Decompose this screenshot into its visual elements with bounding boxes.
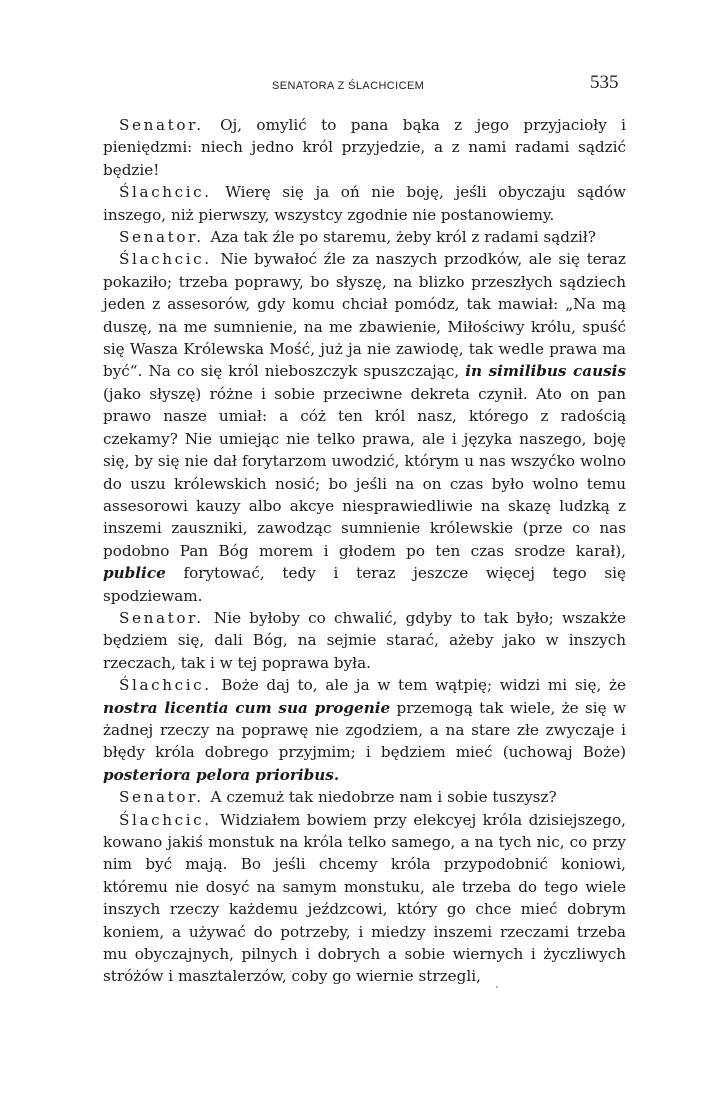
- dialogue-paragraph: [103, 674, 626, 786]
- latin-phrase: publice: [103, 564, 166, 583]
- dialogue-paragraph: [103, 809, 626, 988]
- speaker-name: Senator.: [119, 608, 204, 627]
- speech-text: A czemuż tak niedobrze nam i sobie tuszysz?: [205, 788, 557, 807]
- speech-text: przemogą tak wiele, że się w żadnej rzeczy na poprawę nie zgodziem, a na stare złe zwyczaje i błędy króla dobrego przyjmim; i będziem mieć (uchowaj Boże): [103, 698, 626, 762]
- speech-text: Oj, omylić to pana bąka z jego przyjacioły i pieniędzmi: niech jedno król przyjedzie, a z nami radami sądzić będzie!: [103, 116, 626, 179]
- speaker-name: Ślachcic.: [119, 810, 212, 829]
- speech-text: Aza tak źle po staremu, żeby król z radami sądził?: [205, 228, 596, 247]
- speech-text: Boże daj to, ale ja w tem wątpię; widzi mi się, że: [213, 676, 626, 695]
- dialogue-text: [103, 114, 626, 988]
- speech-text: forytować, tedy i teraz jeszcze więcej tego się spodziewam.: [103, 564, 626, 605]
- speaker-name: Ślachcic.: [119, 250, 212, 269]
- speaker-name: Ślachcic.: [119, 676, 212, 695]
- speech-text: Nie bywałoć źle za naszych przodków, ale się teraz pokaziło; trzeba poprawy, bo słyszę, na blizko przeszłych sądziech jeden z assesorów, gdy komu chciał pomódz, tak mawiał: „Na mą duszę, na me sumnienie, na me zbawienie, Miłościwy królu, spuść się Wasza Królewska Mość, już ja nie zawiodę, tak wedle prawa ma być“. Na co się król nieboszczyk spuszczając,: [103, 250, 626, 381]
- speech-text: Nie byłoby co chwalić, gdyby to tak było; wszakże będziem się, dali Bóg, na sejmie starać, ażeby jako w inszych rzeczach, tak i w tej poprawa była.: [103, 608, 626, 672]
- dialogue-paragraph: [103, 114, 626, 181]
- speaker-name: Ślachcic.: [119, 183, 212, 202]
- latin-phrase: posteriora pelora prioribus.: [103, 765, 340, 784]
- dialogue-paragraph: [103, 248, 626, 607]
- dialogue-paragraph: [103, 786, 626, 808]
- dialogue-paragraph: [103, 181, 626, 226]
- scan-speck: [496, 986, 498, 988]
- speaker-name: Senator.: [119, 116, 204, 134]
- latin-phrase: in similibus causis: [465, 362, 626, 381]
- page-number: 535: [590, 72, 619, 93]
- speaker-name: Senator.: [119, 788, 204, 807]
- speaker-name: Senator.: [119, 228, 204, 247]
- speech-text: Wierę się ja oń nie boję, jeśli obyczaju sądów inszego, niż pierwszy, wszystcy zgodnie nie postanowiemy.: [103, 183, 626, 224]
- latin-phrase: nostra licentia cum sua progenie: [103, 698, 391, 717]
- dialogue-paragraph: [103, 226, 626, 248]
- dialogue-paragraph: [103, 607, 626, 674]
- running-title: SENATORA Z ŚLACHCICEM: [272, 80, 425, 92]
- speech-text: (jako słyszę) różne i sobie przeciwne dekreta czynił. Ato on pan prawo nasze umiał: a cóż ten król nasz, którego z radością czekamy? Nie umiejąc nie telko prawa, ale i języka naszego, boję się, by się nie dał forytarzom uwodzić, którym u nas wszyćko wolno do uszu królewskich nosić; bo jeśli na on czas było wolno temu assesorowi kauzy albo akcye niesprawiedliwie na skazę ludzką z inszemi zauszniki, zawodząc sumnienie królewskie (prze co nas podobno Pan Bóg morem i głodem po ten czas srodze karał),: [103, 384, 626, 560]
- speech-text: Widziałem bowiem przy elekcyej króla dzisiejszego, kowano jakiś monstuk na króla telko samego, a na tych nic, co przy nim być mają. Bo jeśli chcemy króla przypodobnić koniowi, któremu nie dosyć na samym monstuku, ale trzeba do tego wiele inszych rzeczy każdemu jeźdzcowi, który go chce mieć dobrym koniem, a używać do potrzeby, i miedzy inszemi rzeczami trzeba mu obyczajnych, pilnych i dobrych a sobie wiernych i życzliwych stróżów i masztalerzów, coby go wiernie strzegli,: [103, 810, 626, 986]
